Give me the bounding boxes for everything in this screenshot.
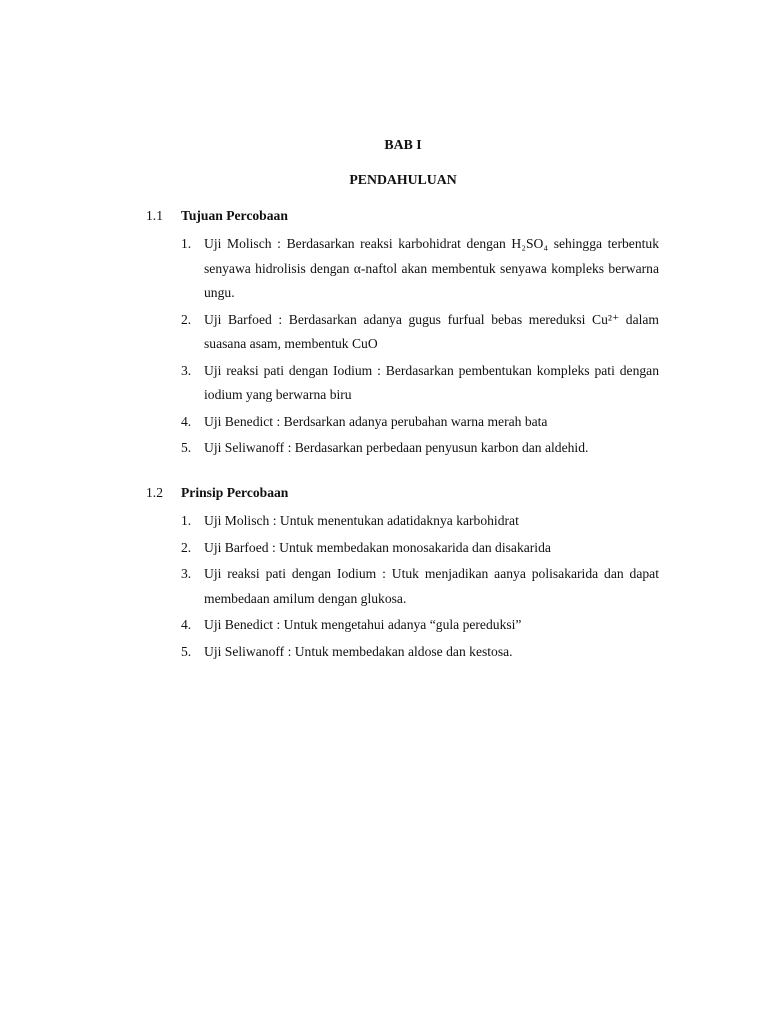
section-number: 1.2 [146, 485, 163, 500]
list-item [181, 359, 659, 408]
list-item [181, 613, 659, 638]
list-item-number: 5. [181, 643, 192, 659]
section-title: Prinsip Percobaan [181, 485, 289, 500]
section-number: 1.1 [146, 208, 163, 223]
tujuan-list [181, 232, 659, 463]
list-item-text: Uji Seliwanoff : Untuk membedakan aldose dan kestosa. [204, 643, 513, 659]
list-item [181, 410, 659, 435]
list-item-number: 4. [181, 617, 192, 632]
list-item [181, 562, 659, 611]
list-item-text: Uji Benedict : Berdsarkan adanya perubahan warna merah bata [204, 413, 548, 429]
list-item [181, 436, 659, 461]
chapter-label: BAB I [384, 137, 422, 152]
list-item-text: Uji Benedict : Untuk mengetahui adanya “gula pereduksi” [204, 617, 522, 632]
list-item-text: Uji Barfoed : Untuk membedakan monosakarida dan disakarida [204, 539, 551, 555]
list-item-number: 2. [181, 539, 192, 555]
list-item-text: Uji reaksi pati dengan Iodium : Utuk menjadikan aanya polisakarida dan dapat membedaan amilum dengan glukosa. [204, 566, 659, 606]
list-item [181, 640, 659, 665]
list-item-number: 4. [181, 413, 192, 429]
list-item [181, 232, 659, 306]
list-item-number: 2. [181, 311, 192, 327]
list-item-text: Uji Molisch : Untuk menentukan adatidaknya karbohidrat [204, 513, 519, 528]
list-item-text: Uji Seliwanoff : Berdasarkan perbedaan penyusun karbon dan aldehid. [204, 440, 589, 455]
list-item [181, 509, 659, 534]
list-item-number: 1. [181, 513, 192, 528]
list-item-text: Uji reaksi pati dengan Iodium : Berdasarkan pembentukan kompleks pati dengan iodium yang berwarna biru [204, 362, 659, 402]
section-heading-prinsip [146, 483, 288, 503]
chapter-title: PENDAHULUAN [349, 172, 457, 187]
list-item [181, 536, 659, 561]
list-item-text: Uji Molisch : Berdasarkan reaksi karbohidrat dengan H₂SO₄ sehingga terbentuk senyawa hidrolisis dengan α-naftol akan membentuk senyawa kompleks berwarna ungu. [204, 236, 659, 300]
list-item [181, 308, 659, 357]
list-item-number: 3. [181, 566, 192, 581]
section-heading-tujuan [146, 206, 288, 226]
list-item-number: 3. [181, 362, 192, 378]
list-item-number: 5. [181, 440, 192, 455]
list-item-number: 1. [181, 236, 192, 251]
list-item-text: Uji Barfoed : Berdasarkan adanya gugus furfual bebas mereduksi Cu²⁺ dalam suasana asam, membentuk CuO [204, 311, 659, 351]
prinsip-list [181, 509, 659, 666]
section-title: Tujuan Percobaan [181, 208, 288, 223]
